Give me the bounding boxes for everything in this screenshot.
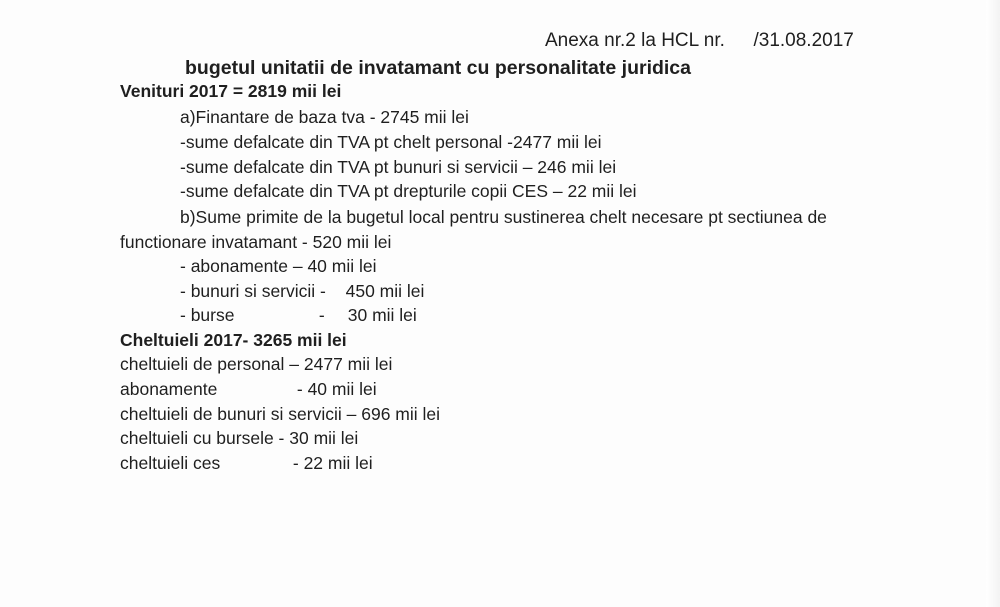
annex-label: Anexa nr.2 la HCL nr. (545, 30, 725, 51)
cheltuieli-ces (120, 452, 373, 474)
venituri-finantare-baza: a)Finantare de baza tva - 2745 mii lei (180, 107, 469, 127)
document-title: bugetul unitatii de invatamant cu personalitate juridica (185, 57, 692, 79)
cheltuieli-abonamente-label: abonamente (120, 379, 218, 399)
annex-header (545, 30, 854, 52)
venituri-bunuri-label: - bunuri si servicii - (180, 281, 326, 301)
cheltuieli-personal: cheltuieli de personal – 2477 mii lei (120, 354, 393, 374)
venituri-heading: Venituri 2017 = 2819 mii lei (120, 81, 342, 101)
venituri-burse (180, 304, 417, 326)
venituri-buget-local-line2: functionare invatamant - 520 mii lei (120, 232, 392, 252)
cheltuieli-bunuri-servicii: cheltuieli de bunuri si servicii – 696 mii lei (120, 404, 441, 424)
venituri-sume-ces: -sume defalcate din TVA pt drepturile copii CES – 22 mii lei (180, 181, 637, 201)
venituri-burse-separator: - (318, 305, 325, 325)
venituri-bunuri-value: 450 mii lei (345, 281, 425, 301)
annex-date: /31.08.2017 (753, 30, 854, 51)
cheltuieli-abonamente (120, 378, 377, 400)
venituri-burse-value: 30 mii lei (347, 305, 417, 325)
cheltuieli-ces-value: - 22 mii lei (292, 453, 373, 473)
venituri-buget-local-line1: b)Sume primite de la bugetul local pentru sustinerea chelt necesare pt sectiunea de (180, 207, 827, 227)
cheltuieli-heading: Cheltuieli 2017- 3265 mii lei (120, 330, 347, 350)
scan-edge-shadow (986, 0, 1000, 607)
cheltuieli-bursele: cheltuieli cu bursele - 30 mii lei (120, 428, 359, 448)
venituri-bunuri-servicii (180, 280, 424, 302)
venituri-burse-label: - burse (180, 305, 235, 325)
cheltuieli-ces-label: cheltuieli ces (120, 453, 221, 473)
venituri-sume-bunuri: -sume defalcate din TVA pt bunuri si servicii – 246 mii lei (180, 157, 617, 177)
venituri-abonamente: - abonamente – 40 mii lei (180, 256, 377, 276)
cheltuieli-abonamente-value: - 40 mii lei (296, 379, 377, 399)
venituri-sume-personal: -sume defalcate din TVA pt chelt personal -2477 mii lei (180, 132, 602, 152)
